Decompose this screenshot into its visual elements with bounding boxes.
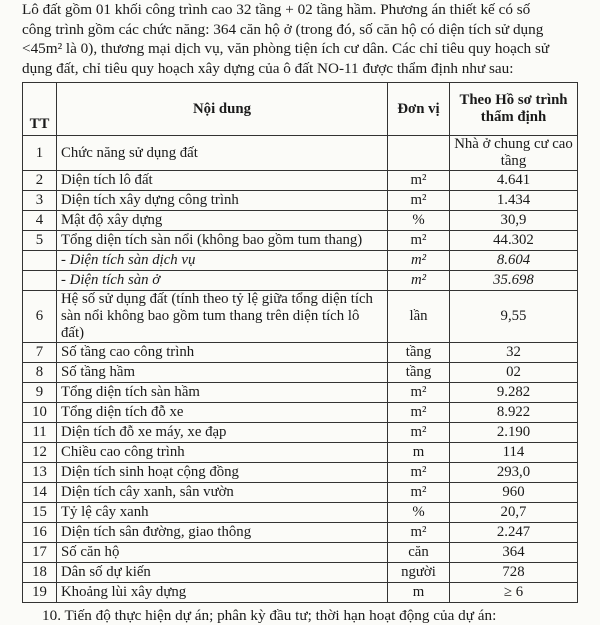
row-unit: m² bbox=[388, 483, 450, 503]
header-value: Theo Hồ sơ trình thẩm định bbox=[450, 83, 578, 136]
table-row bbox=[23, 136, 578, 171]
row-label: - Diện tích sàn ở bbox=[57, 271, 388, 291]
row-number: 11 bbox=[23, 423, 57, 443]
intro-line: Lô đất gồm 01 khối công trình cao 32 tầng + 02 tầng hầm. Phương án thiết kế có số bbox=[22, 1, 531, 18]
row-value: 02 bbox=[450, 363, 578, 383]
table-row bbox=[23, 443, 578, 463]
intro-line: dụng đất, chỉ tiêu quy hoạch xây dựng của ô đất NO-11 được thẩm định như sau: bbox=[22, 59, 514, 77]
row-number: 18 bbox=[23, 563, 57, 583]
table-row bbox=[23, 231, 578, 251]
table-row bbox=[23, 271, 578, 291]
row-unit: người bbox=[388, 563, 450, 583]
row-number: 14 bbox=[23, 483, 57, 503]
row-value: 8.922 bbox=[450, 403, 578, 423]
header-content: Nội dung bbox=[57, 83, 388, 136]
intro-paragraph bbox=[22, 0, 578, 78]
row-number: 9 bbox=[23, 383, 57, 403]
row-unit: m² bbox=[388, 271, 450, 291]
row-value: 30,9 bbox=[450, 211, 578, 231]
row-value: 2.190 bbox=[450, 423, 578, 443]
row-value: 1.434 bbox=[450, 191, 578, 211]
row-label: Tổng diện tích đỗ xe bbox=[57, 403, 388, 423]
row-label: Diện tích cây xanh, sân vườn bbox=[57, 483, 388, 503]
row-unit: m bbox=[388, 583, 450, 603]
row-number: 16 bbox=[23, 523, 57, 543]
row-label: Diện tích sinh hoạt cộng đồng bbox=[57, 463, 388, 483]
row-number: 6 bbox=[23, 291, 57, 343]
table-header-row bbox=[23, 83, 578, 136]
row-value: 9.282 bbox=[450, 383, 578, 403]
row-label: Mật độ xây dựng bbox=[57, 211, 388, 231]
row-number: 15 bbox=[23, 503, 57, 523]
table-row bbox=[23, 523, 578, 543]
row-label: Dân số dự kiến bbox=[57, 563, 388, 583]
row-unit: m² bbox=[388, 191, 450, 211]
table-row bbox=[23, 543, 578, 563]
row-number: 12 bbox=[23, 443, 57, 463]
table-row bbox=[23, 483, 578, 503]
row-unit: tầng bbox=[388, 363, 450, 383]
row-value: 293,0 bbox=[450, 463, 578, 483]
table-row bbox=[23, 463, 578, 483]
row-number bbox=[23, 271, 57, 291]
table-row bbox=[23, 291, 578, 343]
row-label: Diện tích đỗ xe máy, xe đạp bbox=[57, 423, 388, 443]
row-value: 9,55 bbox=[450, 291, 578, 343]
row-value: 364 bbox=[450, 543, 578, 563]
table-row bbox=[23, 363, 578, 383]
header-tt: TT bbox=[23, 83, 57, 136]
row-value: 960 bbox=[450, 483, 578, 503]
row-value: 2.247 bbox=[450, 523, 578, 543]
row-value: 114 bbox=[450, 443, 578, 463]
row-number bbox=[23, 251, 57, 271]
row-unit: lần bbox=[388, 291, 450, 343]
row-label: Tổng diện tích sàn hầm bbox=[57, 383, 388, 403]
row-value: 8.604 bbox=[450, 251, 578, 271]
table-row bbox=[23, 251, 578, 271]
table-row bbox=[23, 343, 578, 363]
row-number: 13 bbox=[23, 463, 57, 483]
row-label: Chiều cao công trình bbox=[57, 443, 388, 463]
row-label: Số tầng cao công trình bbox=[57, 343, 388, 363]
table-row bbox=[23, 403, 578, 423]
row-value: 4.641 bbox=[450, 171, 578, 191]
intro-line: công trình gồm các chức năng: 364 căn hộ ở (trong đó, số căn hộ có diện tích sử dụng bbox=[22, 20, 544, 38]
row-value: 32 bbox=[450, 343, 578, 363]
row-unit: m bbox=[388, 443, 450, 463]
row-value: 35.698 bbox=[450, 271, 578, 291]
section-heading: 10. Tiến độ thực hiện dự án; phân kỳ đầu tư; thời hạn hoạt động của dự án: bbox=[42, 607, 497, 624]
planning-indicators-table bbox=[22, 82, 578, 603]
row-number: 1 bbox=[23, 136, 57, 171]
row-label: - Diện tích sàn dịch vụ bbox=[57, 251, 388, 271]
row-number: 4 bbox=[23, 211, 57, 231]
row-number: 5 bbox=[23, 231, 57, 251]
row-label: Số tầng hầm bbox=[57, 363, 388, 383]
row-unit: % bbox=[388, 503, 450, 523]
row-value: ≥ 6 bbox=[450, 583, 578, 603]
table-row bbox=[23, 563, 578, 583]
row-unit: m² bbox=[388, 171, 450, 191]
row-unit: m² bbox=[388, 463, 450, 483]
row-unit: m² bbox=[388, 383, 450, 403]
row-unit: m² bbox=[388, 403, 450, 423]
row-label: Diện tích sân đường, giao thông bbox=[57, 523, 388, 543]
row-unit: m² bbox=[388, 251, 450, 271]
row-number: 8 bbox=[23, 363, 57, 383]
row-value: Nhà ở chung cư cao tầng bbox=[450, 136, 578, 171]
intro-line: <45m² là 0), thương mại dịch vụ, văn phòng tiện ích cư dân. Các chỉ tiêu quy hoạch sử bbox=[22, 40, 550, 57]
row-value: 20,7 bbox=[450, 503, 578, 523]
row-unit: m² bbox=[388, 423, 450, 443]
row-number: 10 bbox=[23, 403, 57, 423]
row-label: Khoảng lùi xây dựng bbox=[57, 583, 388, 603]
row-unit: m² bbox=[388, 231, 450, 251]
row-unit: m² bbox=[388, 523, 450, 543]
header-unit: Đơn vị bbox=[388, 83, 450, 136]
row-unit: tầng bbox=[388, 343, 450, 363]
row-label: Số căn hộ bbox=[57, 543, 388, 563]
row-value: 728 bbox=[450, 563, 578, 583]
row-label: Hệ số sử dụng đất (tính theo tỷ lệ giữa tổng diện tích sàn nổi không bao gồm tum thang trên diện tích lô đất) bbox=[57, 291, 388, 343]
table-row bbox=[23, 503, 578, 523]
row-number: 7 bbox=[23, 343, 57, 363]
table-row bbox=[23, 191, 578, 211]
row-label: Tổng diện tích sàn nổi (không bao gồm tum thang) bbox=[57, 231, 388, 251]
row-label: Chức năng sử dụng đất bbox=[57, 136, 388, 171]
row-unit bbox=[388, 136, 450, 171]
table-row bbox=[23, 171, 578, 191]
row-number: 19 bbox=[23, 583, 57, 603]
table-row bbox=[23, 423, 578, 443]
row-number: 17 bbox=[23, 543, 57, 563]
row-unit: % bbox=[388, 211, 450, 231]
table-row bbox=[23, 383, 578, 403]
table-row bbox=[23, 211, 578, 231]
row-label: Tỷ lệ cây xanh bbox=[57, 503, 388, 523]
row-label: Diện tích lô đất bbox=[57, 171, 388, 191]
row-number: 2 bbox=[23, 171, 57, 191]
row-value: 44.302 bbox=[450, 231, 578, 251]
row-unit: căn bbox=[388, 543, 450, 563]
row-label: Diện tích xây dựng công trình bbox=[57, 191, 388, 211]
row-number: 3 bbox=[23, 191, 57, 211]
